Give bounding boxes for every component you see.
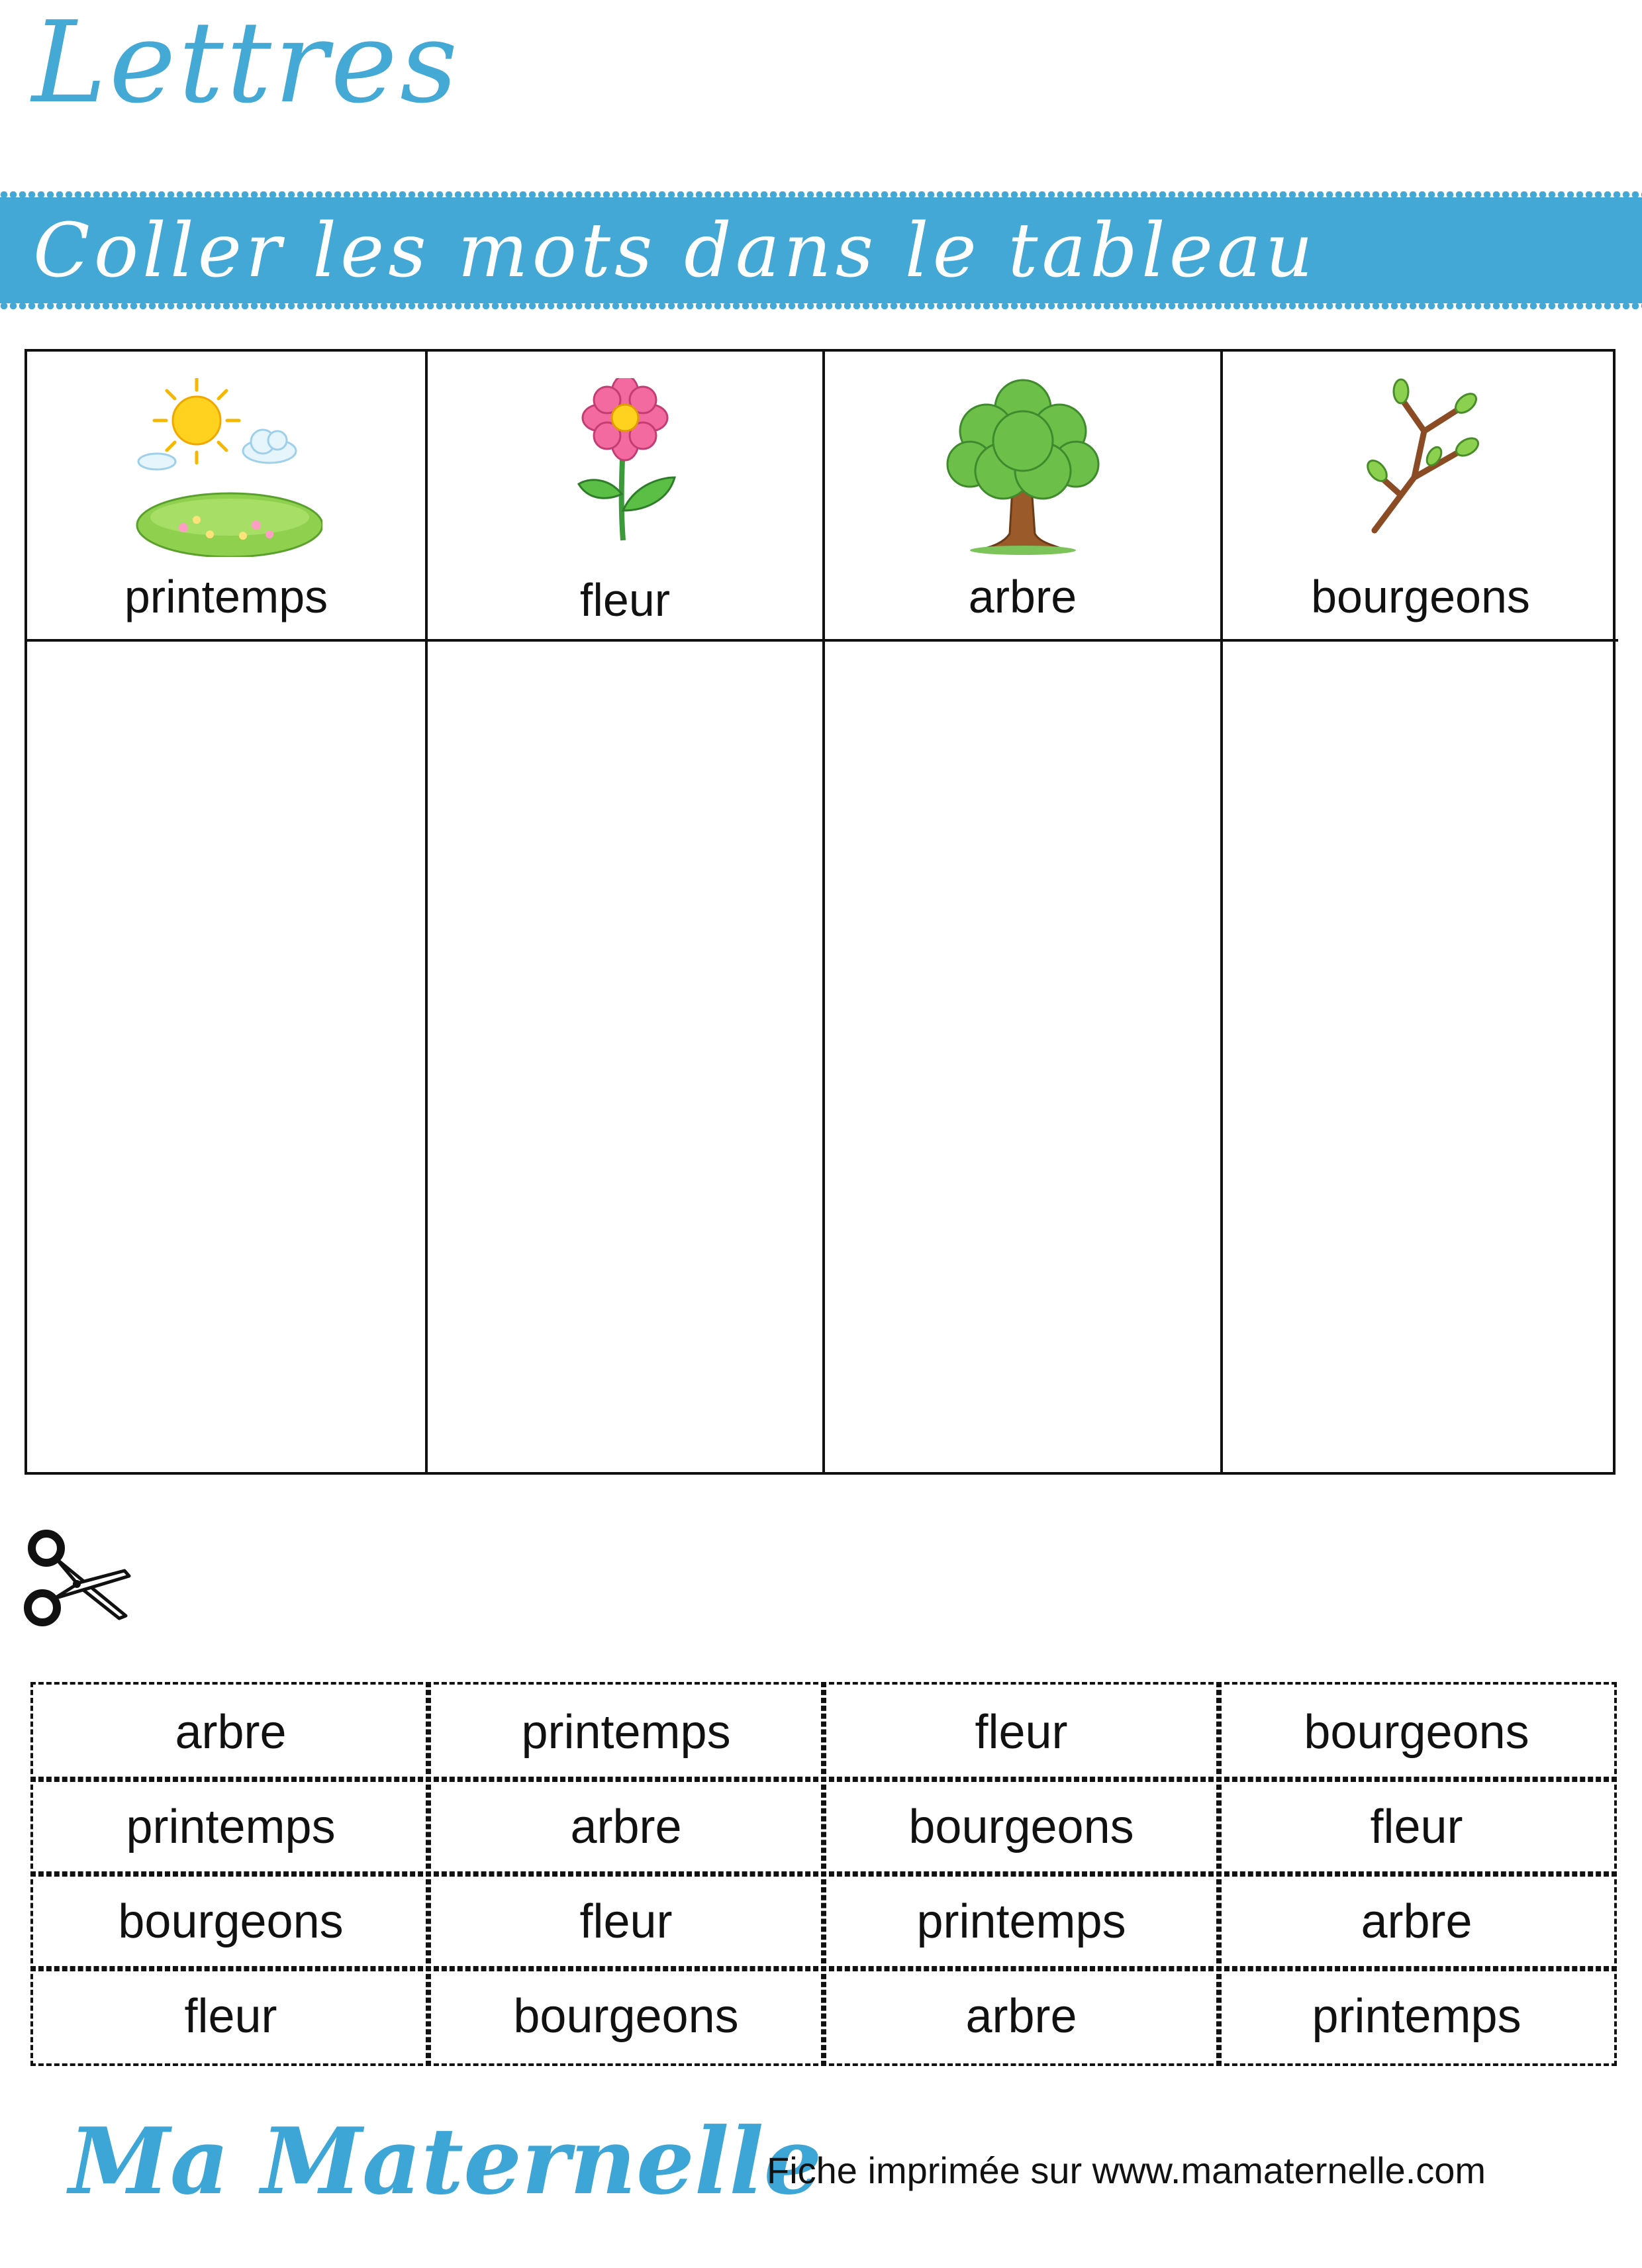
cut-word-card[interactable]: printemps [426, 1682, 826, 1782]
cut-word-card[interactable]: arbre [821, 1966, 1222, 2066]
column-label: bourgeons [1311, 571, 1530, 622]
table-column-fleur [425, 352, 822, 1472]
cut-word-card[interactable]: fleur [821, 1682, 1222, 1782]
cut-out-words-grid [30, 1682, 1622, 2071]
cut-word-card[interactable]: printemps [1216, 1966, 1617, 2066]
cut-word-card[interactable]: bourgeons [821, 1777, 1222, 1877]
column-label: printemps [124, 571, 328, 622]
brand-logo: Ma Maternelle [69, 2107, 822, 2215]
spring-meadow-icon [130, 378, 322, 557]
page-title: Lettres [32, 0, 461, 128]
cut-word-card[interactable]: arbre [426, 1777, 826, 1877]
cut-word-card[interactable]: fleur [426, 1871, 826, 1971]
footer-printed-on: Fiche imprimée sur www.mamaternelle.com [767, 2149, 1486, 2191]
cut-word-card[interactable]: bourgeons [30, 1871, 431, 1971]
flower-icon [569, 378, 681, 544]
tree-icon [943, 378, 1102, 557]
column-label: arbre [968, 571, 1077, 622]
cut-word-card[interactable]: arbre [30, 1682, 431, 1782]
cut-word-card[interactable]: arbre [1216, 1871, 1617, 1971]
cut-word-card[interactable]: printemps [821, 1871, 1222, 1971]
column-header [825, 352, 1220, 642]
instruction-banner [0, 197, 1642, 303]
cut-word-card[interactable]: bourgeons [1216, 1682, 1617, 1782]
cut-word-card[interactable]: fleur [30, 1966, 431, 2066]
sorting-table [24, 349, 1616, 1475]
column-header [27, 352, 425, 642]
column-header [1223, 352, 1618, 642]
table-column-arbre [822, 352, 1220, 1472]
budding-branch-icon [1361, 378, 1480, 537]
cut-word-card[interactable]: printemps [30, 1777, 431, 1877]
table-column-bourgeons [1220, 352, 1618, 1472]
cut-word-card[interactable]: fleur [1216, 1777, 1617, 1877]
column-header [428, 352, 822, 642]
instruction-text: Coller les mots dans le tableau [33, 208, 1317, 294]
column-label: fleur [579, 574, 671, 626]
table-column-printemps [27, 352, 425, 1472]
scissors-icon [20, 1530, 132, 1629]
cut-word-card[interactable]: bourgeons [426, 1966, 826, 2066]
